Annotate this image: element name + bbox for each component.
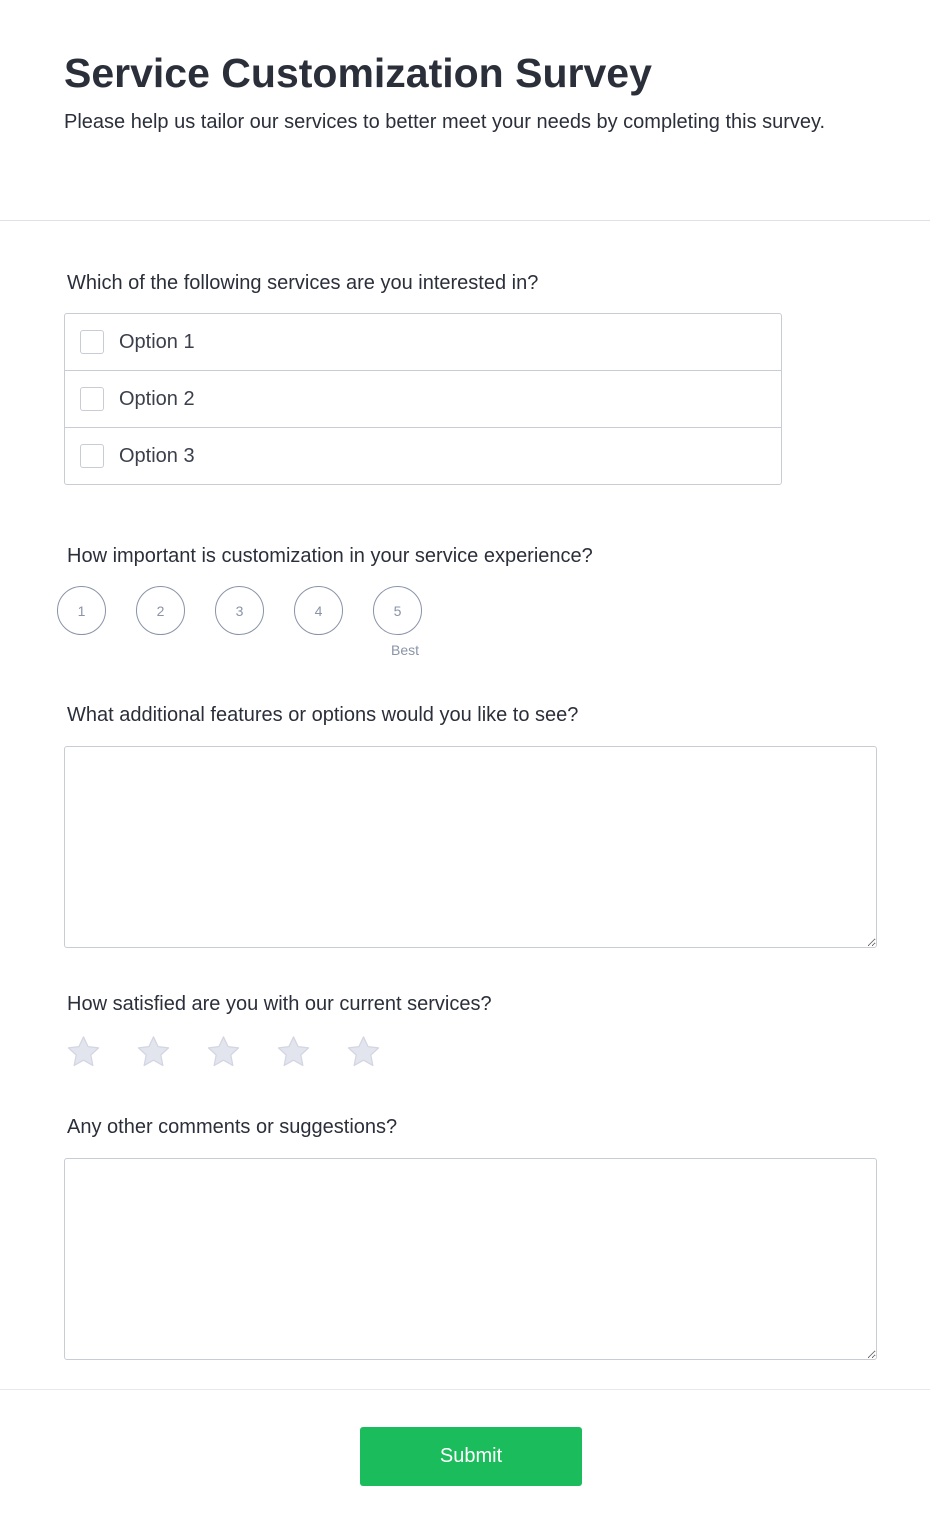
checkbox-option-1[interactable] xyxy=(65,314,781,371)
scale-option-5[interactable]: 5 xyxy=(373,586,422,635)
page-description: Please help us tailor our services to better meet your needs by completing this survey. xyxy=(64,111,826,133)
star-icon[interactable] xyxy=(64,1033,103,1076)
question-services: Which of the following services are you interested in? xyxy=(67,272,539,294)
checkbox-option-3[interactable] xyxy=(65,428,781,484)
star-rating xyxy=(64,1033,383,1076)
importance-scale xyxy=(57,586,422,635)
submit-button[interactable]: Submit xyxy=(360,1427,582,1486)
scale-option-4[interactable]: 4 xyxy=(294,586,343,635)
scale-option-3[interactable]: 3 xyxy=(215,586,264,635)
question-features: What additional features or options would you like to see? xyxy=(67,704,579,726)
checkbox[interactable] xyxy=(80,330,104,354)
scale-option-1[interactable]: 1 xyxy=(57,586,106,635)
footer-divider xyxy=(0,1389,930,1390)
scale-max-label: Best xyxy=(391,642,420,658)
page-title: Service Customization Survey xyxy=(64,50,652,96)
survey-header xyxy=(0,0,930,221)
features-textarea[interactable] xyxy=(64,746,877,948)
question-comments: Any other comments or suggestions? xyxy=(67,1116,398,1138)
checkbox-option-2[interactable] xyxy=(65,371,781,428)
star-icon[interactable] xyxy=(204,1033,243,1076)
option-label: Option 3 xyxy=(119,444,195,467)
checkbox[interactable] xyxy=(80,444,104,468)
comments-textarea[interactable] xyxy=(64,1158,877,1360)
services-checkbox-group xyxy=(64,313,782,485)
star-icon[interactable] xyxy=(134,1033,173,1076)
option-label: Option 1 xyxy=(119,330,195,353)
option-label: Option 2 xyxy=(119,387,195,410)
checkbox[interactable] xyxy=(80,387,104,411)
star-icon[interactable] xyxy=(274,1033,313,1076)
scale-option-2[interactable]: 2 xyxy=(136,586,185,635)
question-satisfaction: How satisfied are you with our current services? xyxy=(67,993,492,1015)
star-icon[interactable] xyxy=(344,1033,383,1076)
question-importance: How important is customization in your service experience? xyxy=(67,545,593,567)
